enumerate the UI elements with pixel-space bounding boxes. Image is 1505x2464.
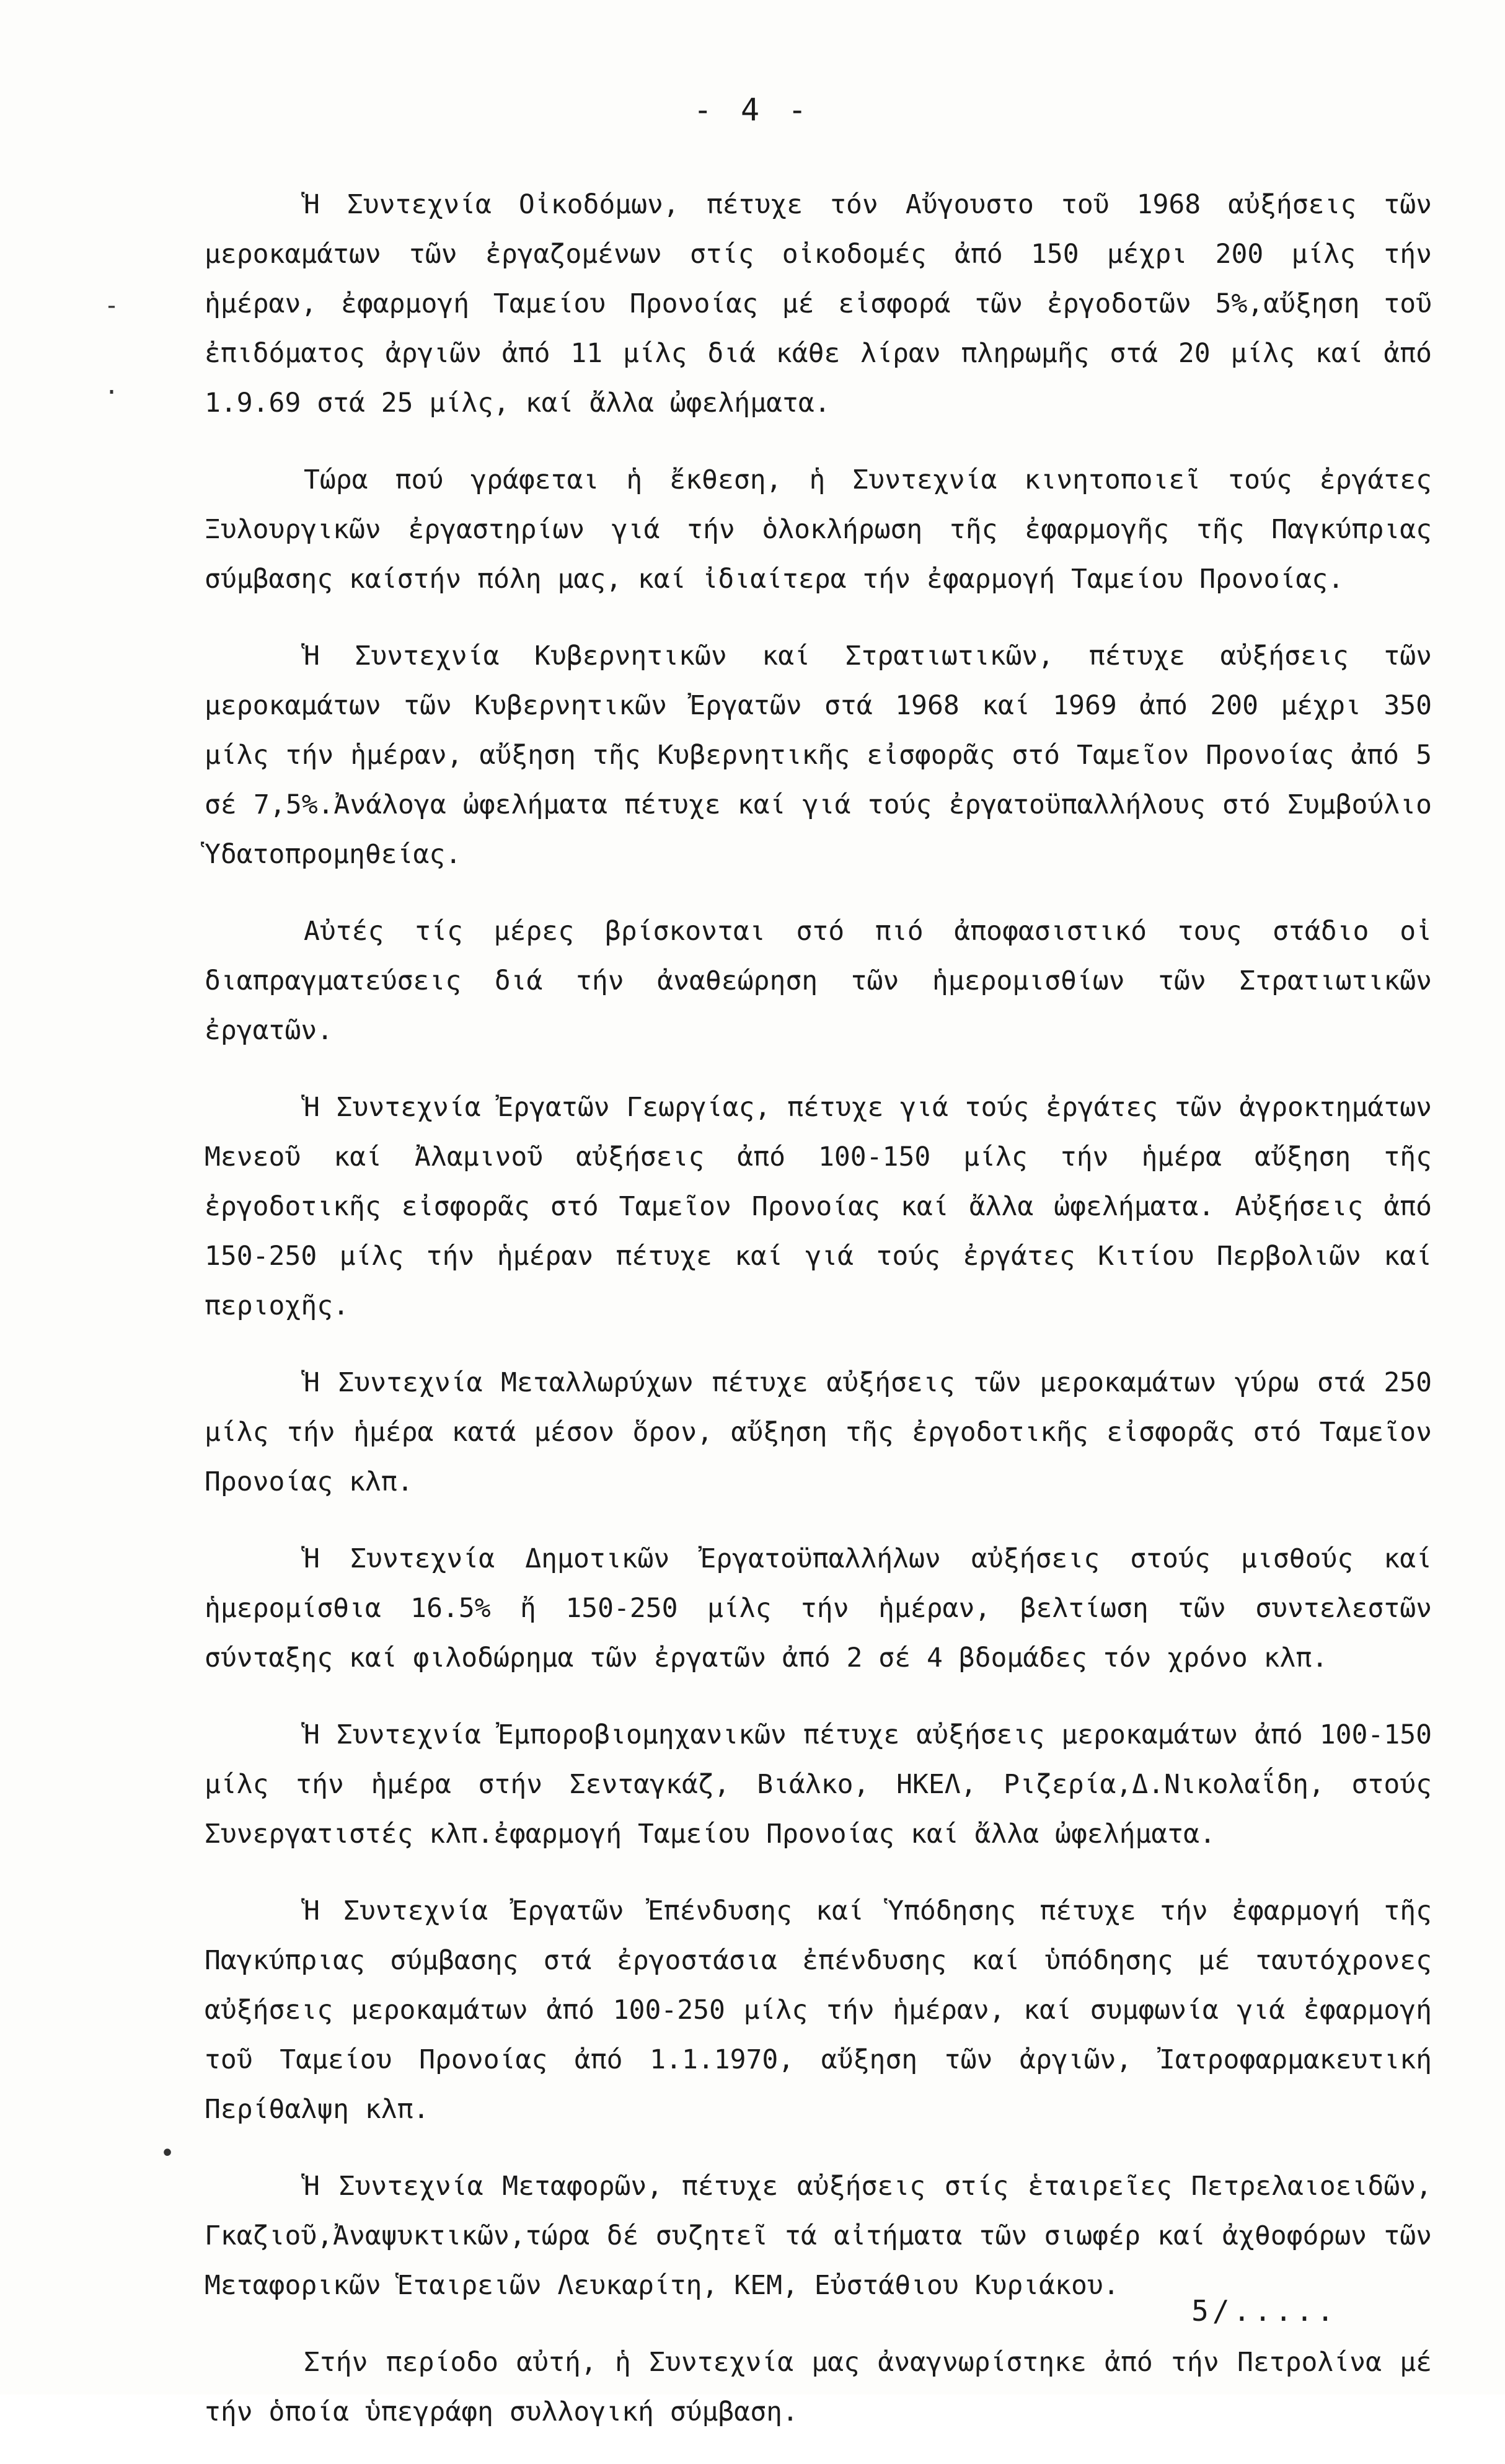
margin-dash-mark: - <box>104 291 120 320</box>
paragraph-commerce-industry-union: Ἡ Συντεχνία Ἐμποροβιομηχανικῶν πέτυχε αὐξήσεις μεροκαμάτων ἀπό 100-150 μίλς τήν ἡμέρα στήν Σενταγκάζ, Βιάλκο, ΗΚΕΛ, Ριζερία,Δ.Νικολαΐδη, στούς Συνεργατιστές κλπ.ἐφαρμογή Ταμείου Προνοίας καί ἄλλα ὠφελήματα. <box>205 1719 1432 1850</box>
paragraph-municipal-workers-union: Ἡ Συντεχνία Δημοτικῶν Ἐργατοϋπαλλήλων αὐξήσεις στούς μισθούς καί ἡμερομίσθια 16.5% ἤ 150-250 μίλς τήν ἡμέραν, βελτίωση τῶν συντελεστῶν σύνταξης καί φιλοδώρημα τῶν ἐργατῶν ἀπό 2 σέ 4 βδομάδες τόν χρόνο κλπ. <box>205 1543 1432 1673</box>
paragraph-builders-union: Ἡ Συντεχνία Οἰκοδόμων, πέτυχε τόν Αὔγουστο τοῦ 1968 αὐξήσεις τῶν μεροκαμάτων τῶν ἐργαζομένων στίς οἰκοδομές ἀπό 150 μέχρι 200 μίλς τήν ἡμέραν, ἐφαρμογή Ταμείου Προνοίας μέ εἰσφορά τῶν ἐργοδοτῶν 5%,αὔξηση τοῦ ἐπιδόματος ἀργιῶν ἀπό 11 μίλς διά κάθε λίραν πληρωμῆς στά 20 μίλς καί ἀπό 1.9.69 στά 25 μίλς, καί ἄλλα ὠφελήματα. <box>205 189 1432 419</box>
page-number: - 4 - <box>693 92 812 128</box>
paragraph-clothing-footwear-union: Ἡ Συντεχνία Ἐργατῶν Ἐπένδυσης καί Ὑπόδησης πέτυχε τήν ἐφαρμογή τῆς Παγκύπριας σύμβασης στά ἐργοστάσια ἐπένδυσης καί ὑπόδησης μέ ταυτόχρονες αὐξήσεις μεροκαμάτων ἀπό 100-250 μίλς τήν ἡμέραν, καί συμφωνία γιά ἐφαρμογή τοῦ Ταμείου Προνοίας ἀπό 1.1.1970, αὔξηση τῶν ἀργιῶν, Ἰατροφαρμακευτική Περίθαλψη κλπ. <box>205 1895 1432 2125</box>
paragraph-government-military-union: Ἡ Συντεχνία Κυβερνητικῶν καί Στρατιωτικῶν, πέτυχε αὐξήσεις τῶν μεροκαμάτων τῶν Κυβερνητικῶν Ἐργατῶν στά 1968 καί 1969 ἀπό 200 μέχρι 350 μίλς τήν ἡμέραν, αὔξηση τῆς Κυβερνητικῆς εἰσφορᾶς στό Ταμεῖον Προνοίας ἀπό 5 σέ 7,5%.Ἀνάλογα ὠφελήματα πέτυχε καί γιά τούς ἐργατοϋπαλλήλους στό Συμβούλιο Ὑδατοπρομηθείας. <box>205 640 1432 870</box>
document-body <box>205 180 1432 2464</box>
paragraph-transport-union: Ἡ Συντεχνία Μεταφορῶν, πέτυχε αὐξήσεις στίς ἑταιρεῖες Πετρελαιοειδῶν, Γκαζιοῦ,Ἀναψυκτικῶν,τώρα δέ συζητεῖ τά αἰτήματα τῶν σιωφέρ καί ἀχθοφόρων τῶν Μεταφορικῶν Ἑταιρειῶν Λευκαρίτη, ΚΕΜ, Εὐστάθιου Κυριάκου. <box>205 2171 1432 2301</box>
margin-bullet-mark: • <box>160 2139 175 2168</box>
paragraph-petrolina-recognition: Στήν περίοδο αὐτή, ἡ Συντεχνία μας ἀναγνωρίστηκε ἀπό τήν Πετρολίνα μέ τήν ὁποία ὑπεγράφη συλλογική σύμβαση. <box>205 2347 1432 2427</box>
paragraph-military-workers-negotiations: Αὐτές τίς μέρες βρίσκονται στό πιό ἀποφασιστικό τους στάδιο οἱ διαπραγματεύσεις διά τήν ἀναθεώρηση τῶν ἡμερομισθίων τῶν Στρατιωτικῶν ἐργατῶν. <box>205 916 1432 1046</box>
paragraph-carpenters-mobilisation: Τώρα πού γράφεται ἡ ἔκθεση, ἡ Συντεχνία κινητοποιεῖ τούς ἐργάτες Ξυλουργικῶν ἐργαστηρίων γιά τήν ὁλοκλήρωση τῆς ἐφαρμογῆς τῆς Παγκύπριας σύμβασης καίστήν πόλη μας, καί ἰδιαίτερα τήν ἐφαρμογή Ταμείου Προνοίας. <box>205 464 1432 595</box>
paragraph-agricultural-workers-union: Ἡ Συντεχνία Ἐργατῶν Γεωργίας, πέτυχε γιά τούς ἐργάτες τῶν ἀγροκτημάτων Μενεοῦ καί Ἀλαμινοῦ αὐξήσεις ἀπό 100-150 μίλς τήν ἡμέρα αὔξηση τῆς ἐργοδοτικῆς εἰσφορᾶς στό Ταμεῖον Προνοίας καί ἄλλα ὠφελήματα. Αὐξήσεις ἀπό 150-250 μίλς τήν ἡμέραν πέτυχε καί γιά τούς ἐργάτες Κιτίου Περβολιῶν καί περιοχῆς. <box>205 1092 1432 1321</box>
continuation-marker: 5/..... <box>1191 2294 1338 2328</box>
paragraph-miners-union: Ἡ Συντεχνία Μεταλλωρύχων πέτυχε αὐξήσεις τῶν μεροκαμάτων γύρω στά 250 μίλς τήν ἡμέρα κατά μέσον ὅρον, αὔξηση τῆς ἐργοδοτικῆς εἰσφορᾶς στό Ταμεῖον Προνοίας κλπ. <box>205 1367 1432 1497</box>
margin-dot-mark: · <box>104 378 120 407</box>
